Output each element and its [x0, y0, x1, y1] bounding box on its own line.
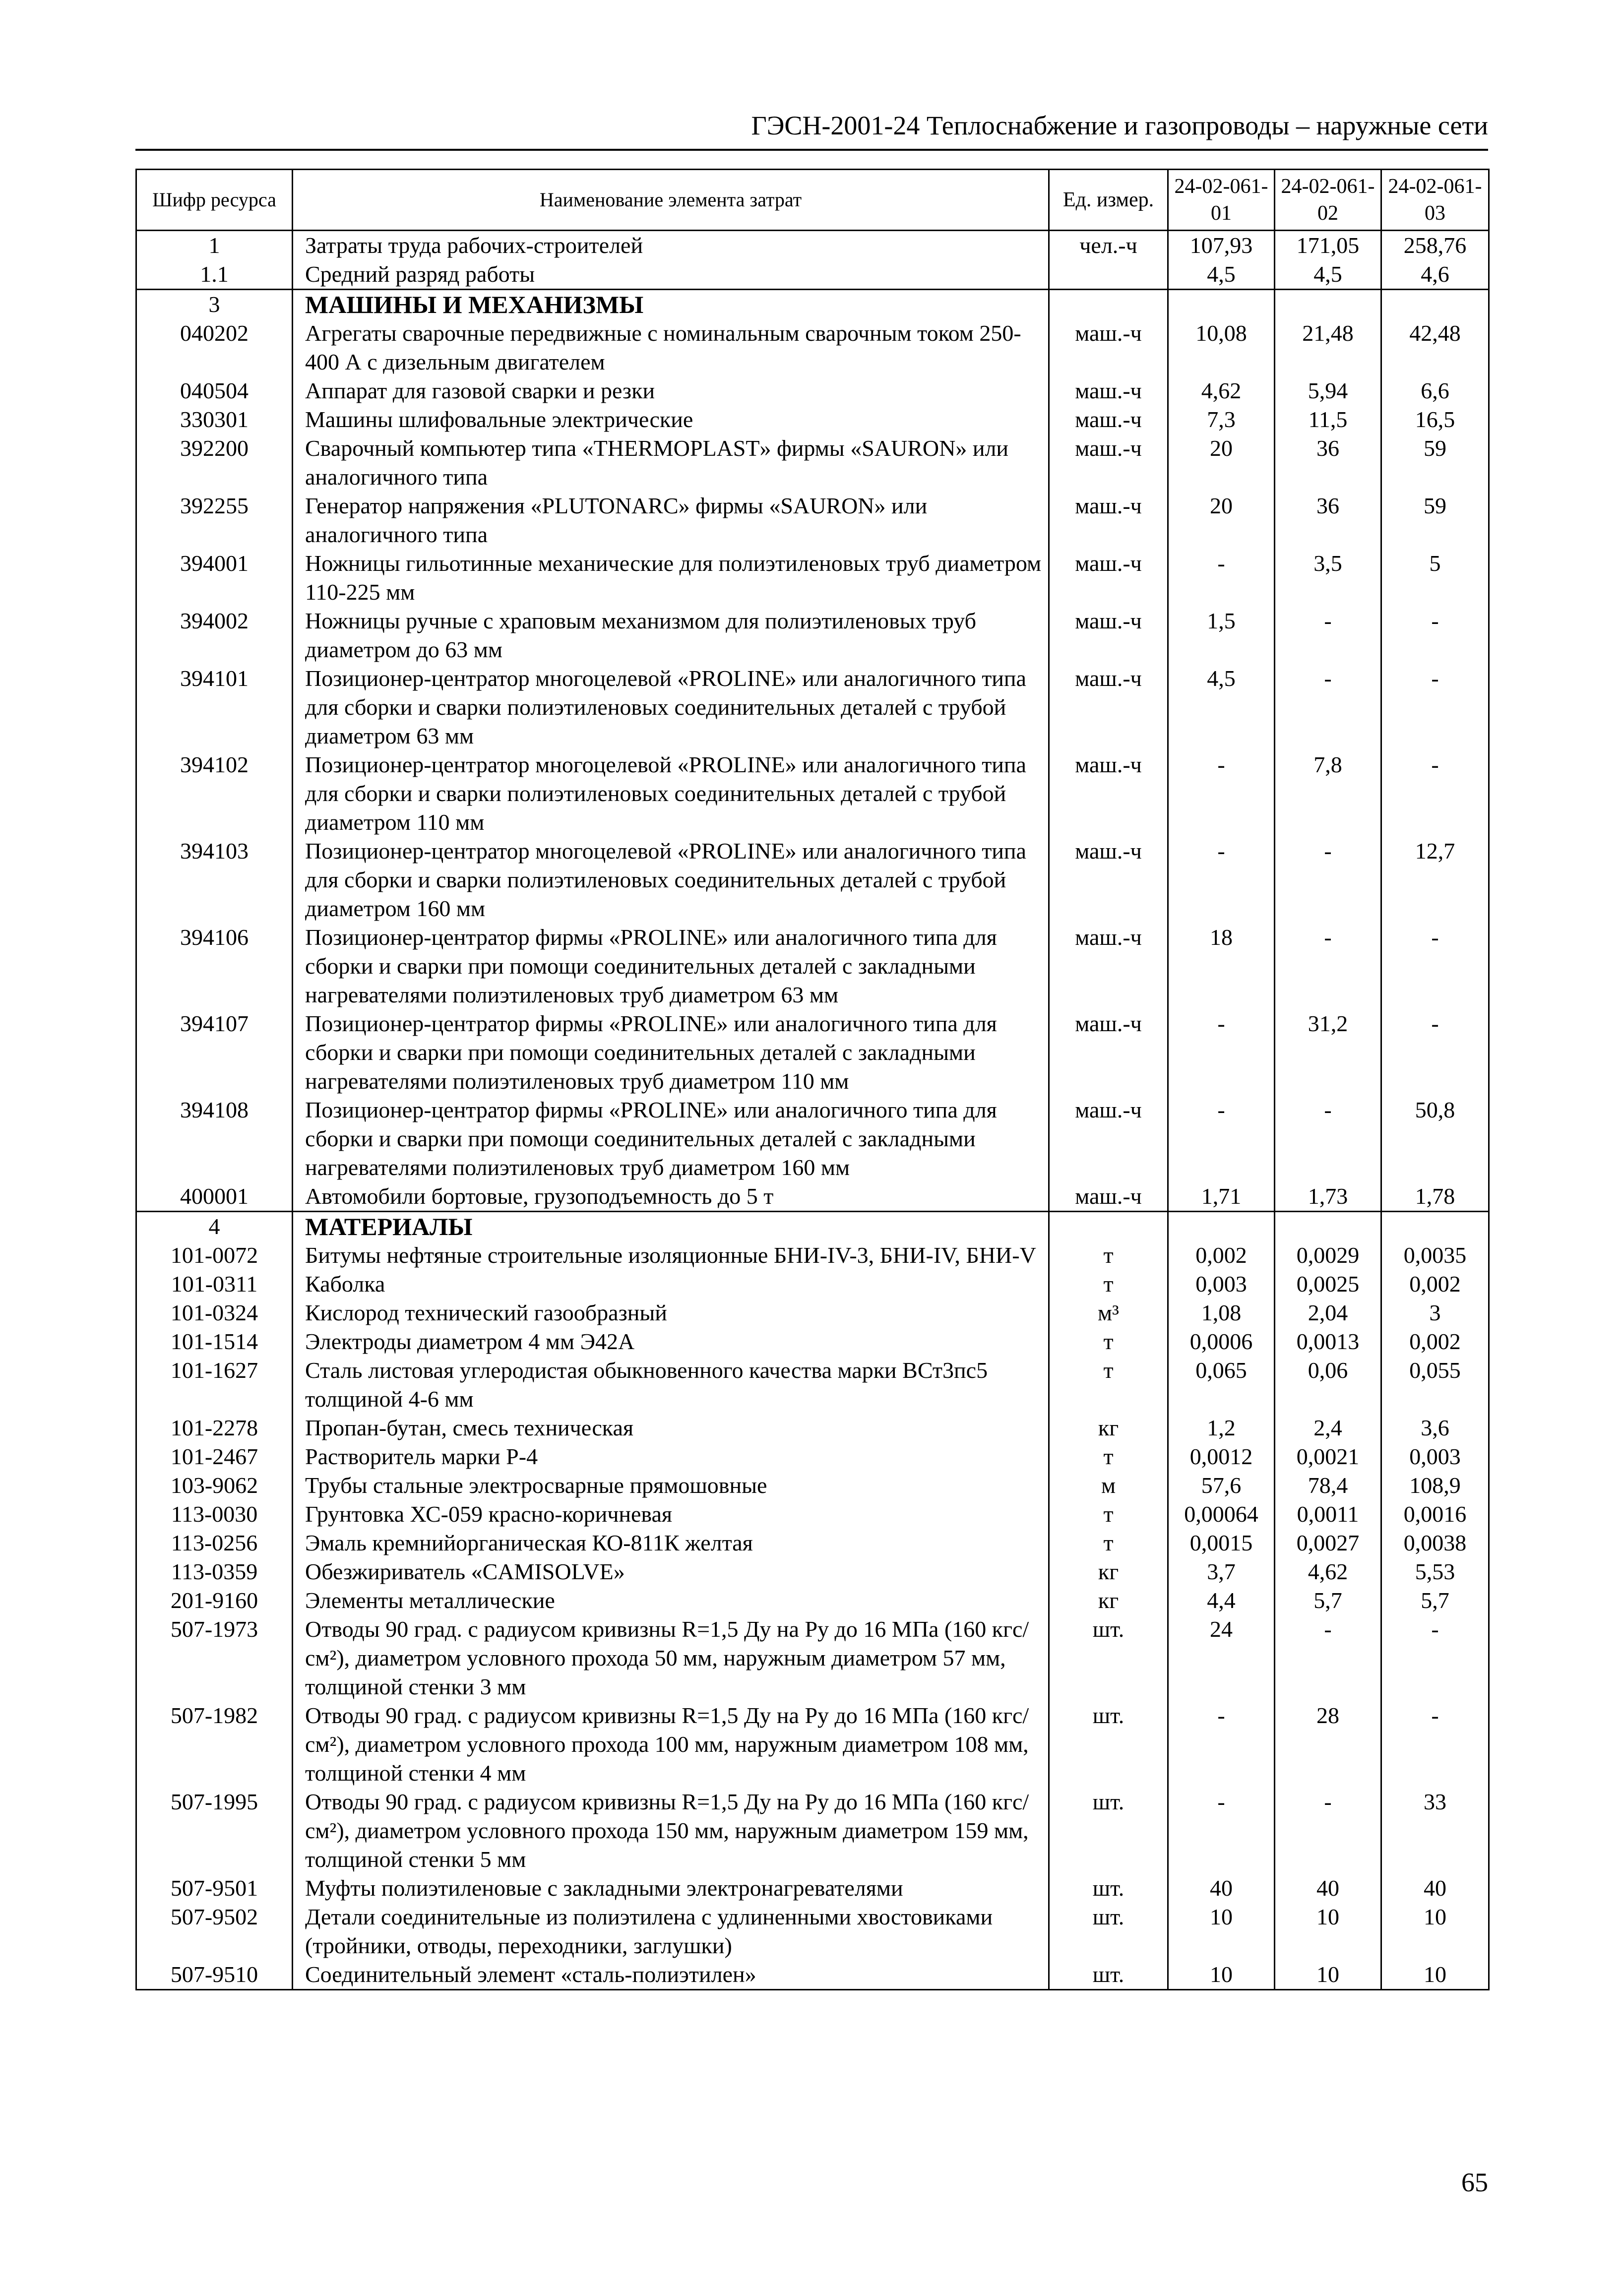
cell-v2: 10: [1275, 1960, 1381, 1990]
cell-v1: 0,0015: [1168, 1529, 1275, 1557]
cell-code: 101-2467: [136, 1442, 293, 1471]
cell-name: Кислород технический газообразный: [293, 1299, 1049, 1327]
cell-unit: шт.: [1049, 1874, 1168, 1903]
cell-v3: 0,003: [1381, 1442, 1489, 1471]
cell-code: 101-1627: [136, 1356, 293, 1414]
cell-v1: [1168, 1212, 1275, 1241]
table-row: [136, 1270, 1489, 1299]
table-row: [136, 492, 1489, 549]
cell-v2: 0,0025: [1275, 1270, 1381, 1299]
cell-code: 507-9510: [136, 1960, 293, 1990]
cell-name: Позиционер-центратор фирмы «PROLINE» или аналогичного типа для сборки и сварки при помощи соединительных деталей с закладными нагревателями полиэтиленовых труб диаметром 160 мм: [293, 1096, 1049, 1182]
table-row: [136, 405, 1489, 434]
cell-v1: 10: [1168, 1903, 1275, 1960]
cell-v1: 0,0006: [1168, 1327, 1275, 1356]
cell-name: Отводы 90 град. с радиусом кривизны R=1,5 Ду на Ру до 16 МПа (160 кгс/см²), диаметром условного прохода 150 мм, наружным диаметром 159 мм, толщиной стенки 5 мм: [293, 1788, 1049, 1874]
cell-unit: маш.-ч: [1049, 1182, 1168, 1212]
table-row: [136, 290, 1489, 319]
cell-v2: 3,5: [1275, 549, 1381, 607]
cell-unit: т: [1049, 1327, 1168, 1356]
resource-table: [135, 169, 1490, 1990]
column-header-code: Шифр ресурса: [136, 170, 293, 231]
cell-unit: маш.-ч: [1049, 549, 1168, 607]
cell-v3: 12,7: [1381, 837, 1489, 923]
cell-name: МАШИНЫ И МЕХАНИЗМЫ: [293, 290, 1049, 319]
cell-v2: -: [1275, 837, 1381, 923]
cell-v2: 21,48: [1275, 319, 1381, 376]
cell-name: Ножницы ручные с храповым механизмом для полиэтиленовых труб диаметром до 63 мм: [293, 607, 1049, 664]
cell-code: 040202: [136, 319, 293, 376]
cell-v1: 0,065: [1168, 1356, 1275, 1414]
cell-code: 201-9160: [136, 1586, 293, 1615]
cell-name: Элементы металлические: [293, 1586, 1049, 1615]
cell-v1: 4,5: [1168, 664, 1275, 750]
table-row: [136, 1529, 1489, 1557]
cell-name: Муфты полиэтиленовые с закладными электронагревателями: [293, 1874, 1049, 1903]
cell-v1: [1168, 290, 1275, 319]
table-row: [136, 1182, 1489, 1212]
cell-code: 507-1995: [136, 1788, 293, 1874]
table-body: [136, 231, 1489, 1990]
cell-unit: [1049, 260, 1168, 290]
cell-unit: маш.-ч: [1049, 405, 1168, 434]
cell-code: 113-0359: [136, 1557, 293, 1586]
cell-unit: маш.-ч: [1049, 492, 1168, 549]
cell-name: Битумы нефтяные строительные изоляционные БНИ-IV-3, БНИ-IV, БНИ-V: [293, 1241, 1049, 1270]
cell-v2: -: [1275, 923, 1381, 1009]
cell-v1: 107,93: [1168, 231, 1275, 260]
cell-unit: т: [1049, 1442, 1168, 1471]
cell-unit: [1049, 1212, 1168, 1241]
cell-v1: 0,002: [1168, 1241, 1275, 1270]
cell-v1: 0,0012: [1168, 1442, 1275, 1471]
cell-code: 392255: [136, 492, 293, 549]
cell-v2: 0,0021: [1275, 1442, 1381, 1471]
cell-v2: -: [1275, 1788, 1381, 1874]
cell-code: 4: [136, 1212, 293, 1241]
cell-v1: 4,4: [1168, 1586, 1275, 1615]
cell-v3: 0,055: [1381, 1356, 1489, 1414]
table-row: [136, 319, 1489, 376]
table-row: [136, 1471, 1489, 1500]
cell-v1: 1,5: [1168, 607, 1275, 664]
cell-code: 3: [136, 290, 293, 319]
cell-v3: 59: [1381, 434, 1489, 492]
table-row: [136, 1212, 1489, 1241]
cell-name: Отводы 90 град. с радиусом кривизны R=1,5 Ду на Ру до 16 МПа (160 кгс/см²), диаметром условного прохода 50 мм, наружным диаметром 57 мм, толщиной стенки 3 мм: [293, 1615, 1049, 1701]
cell-v2: 0,06: [1275, 1356, 1381, 1414]
cell-code: 394001: [136, 549, 293, 607]
cell-code: 400001: [136, 1182, 293, 1212]
cell-v2: [1275, 290, 1381, 319]
cell-v2: -: [1275, 607, 1381, 664]
cell-unit: чел.-ч: [1049, 231, 1168, 260]
cell-code: 330301: [136, 405, 293, 434]
cell-v3: 1,78: [1381, 1182, 1489, 1212]
cell-code: 101-1514: [136, 1327, 293, 1356]
cell-name: Сварочный компьютер типа «THERMOPLAST» фирмы «SAURON» или аналогичного типа: [293, 434, 1049, 492]
cell-unit: шт.: [1049, 1960, 1168, 1990]
cell-unit: маш.-ч: [1049, 923, 1168, 1009]
cell-code: 394106: [136, 923, 293, 1009]
cell-v3: -: [1381, 1009, 1489, 1096]
cell-code: 507-9501: [136, 1874, 293, 1903]
cell-unit: т: [1049, 1529, 1168, 1557]
table-row: [136, 1241, 1489, 1270]
cell-v2: -: [1275, 664, 1381, 750]
cell-name: Автомобили бортовые, грузоподъемность до 5 т: [293, 1182, 1049, 1212]
cell-unit: шт.: [1049, 1788, 1168, 1874]
cell-unit: т: [1049, 1500, 1168, 1529]
cell-name: Электроды диаметром 4 мм Э42А: [293, 1327, 1049, 1356]
cell-code: 1: [136, 231, 293, 260]
cell-unit: маш.-ч: [1049, 607, 1168, 664]
cell-v3: 33: [1381, 1788, 1489, 1874]
cell-code: 101-0072: [136, 1241, 293, 1270]
table-row: [136, 1442, 1489, 1471]
cell-code: 394107: [136, 1009, 293, 1096]
cell-v3: 0,002: [1381, 1327, 1489, 1356]
cell-v1: 18: [1168, 923, 1275, 1009]
cell-unit: маш.-ч: [1049, 837, 1168, 923]
cell-code: 1.1: [136, 260, 293, 290]
cell-unit: кг: [1049, 1414, 1168, 1442]
cell-unit: маш.-ч: [1049, 434, 1168, 492]
column-header-v2: 24-02-061-02: [1275, 170, 1381, 231]
cell-unit: м³: [1049, 1299, 1168, 1327]
table-row: [136, 923, 1489, 1009]
cell-v1: 1,71: [1168, 1182, 1275, 1212]
cell-code: 394108: [136, 1096, 293, 1182]
cell-v3: 42,48: [1381, 319, 1489, 376]
cell-v1: 4,62: [1168, 376, 1275, 405]
cell-unit: т: [1049, 1270, 1168, 1299]
table-row: [136, 1615, 1489, 1701]
cell-name: Аппарат для газовой сварки и резки: [293, 376, 1049, 405]
cell-v3: 3: [1381, 1299, 1489, 1327]
table-row: [136, 1788, 1489, 1874]
cell-v1: 1,2: [1168, 1414, 1275, 1442]
table-header-row: [136, 170, 1489, 231]
table-row: [136, 1356, 1489, 1414]
cell-v3: 59: [1381, 492, 1489, 549]
cell-code: 507-1973: [136, 1615, 293, 1701]
cell-unit: шт.: [1049, 1903, 1168, 1960]
cell-v3: 0,002: [1381, 1270, 1489, 1299]
cell-v2: 40: [1275, 1874, 1381, 1903]
cell-name: Позиционер-центратор многоцелевой «PROLINE» или аналогичного типа для сборки и сварки полиэтиленовых соединительных деталей с трубой диаметром 63 мм: [293, 664, 1049, 750]
cell-code: 394103: [136, 837, 293, 923]
cell-name: Эмаль кремнийорганическая КО-811К желтая: [293, 1529, 1049, 1557]
cell-v1: -: [1168, 1009, 1275, 1096]
cell-v1: 3,7: [1168, 1557, 1275, 1586]
cell-v1: 10: [1168, 1960, 1275, 1990]
cell-unit: т: [1049, 1356, 1168, 1414]
cell-v2: 31,2: [1275, 1009, 1381, 1096]
cell-v3: -: [1381, 1701, 1489, 1788]
cell-name: Пропан-бутан, смесь техническая: [293, 1414, 1049, 1442]
cell-name: Позиционер-центратор многоцелевой «PROLINE» или аналогичного типа для сборки и сварки полиэтиленовых соединительных деталей с трубой диаметром 160 мм: [293, 837, 1049, 923]
cell-code: 394102: [136, 750, 293, 837]
cell-v2: 28: [1275, 1701, 1381, 1788]
cell-unit: [1049, 290, 1168, 319]
cell-code: 507-9502: [136, 1903, 293, 1960]
cell-v3: 5,7: [1381, 1586, 1489, 1615]
cell-unit: шт.: [1049, 1701, 1168, 1788]
cell-v3: 0,0016: [1381, 1500, 1489, 1529]
column-header-name: Наименование элемента затрат: [293, 170, 1049, 231]
cell-v2: 11,5: [1275, 405, 1381, 434]
cell-name: Растворитель марки Р-4: [293, 1442, 1049, 1471]
cell-v1: -: [1168, 750, 1275, 837]
cell-v2: [1275, 1212, 1381, 1241]
cell-v3: 258,76: [1381, 231, 1489, 260]
cell-v1: -: [1168, 1096, 1275, 1182]
cell-name: Грунтовка ХС-059 красно-коричневая: [293, 1500, 1049, 1529]
cell-v3: 50,8: [1381, 1096, 1489, 1182]
column-header-v1: 24-02-061-01: [1168, 170, 1275, 231]
table-row: [136, 1299, 1489, 1327]
column-header-unit: Ед. измер.: [1049, 170, 1168, 231]
page-number: 65: [1461, 2167, 1488, 2197]
cell-v3: 10: [1381, 1960, 1489, 1990]
cell-unit: маш.-ч: [1049, 664, 1168, 750]
cell-v1: 57,6: [1168, 1471, 1275, 1500]
cell-code: 101-0311: [136, 1270, 293, 1299]
cell-name: Машины шлифовальные электрические: [293, 405, 1049, 434]
cell-v3: -: [1381, 923, 1489, 1009]
cell-unit: шт.: [1049, 1615, 1168, 1701]
cell-code: 101-0324: [136, 1299, 293, 1327]
cell-v2: 5,94: [1275, 376, 1381, 405]
cell-v1: 20: [1168, 434, 1275, 492]
cell-name: Отводы 90 град. с радиусом кривизны R=1,5 Ду на Ру до 16 МПа (160 кгс/см²), диаметром условного прохода 100 мм, наружным диаметром 108 мм, толщиной стенки 4 мм: [293, 1701, 1049, 1788]
column-header-v3: 24-02-061-03: [1381, 170, 1489, 231]
cell-v2: 0,0029: [1275, 1241, 1381, 1270]
cell-v3: 0,0038: [1381, 1529, 1489, 1557]
cell-v1: 1,08: [1168, 1299, 1275, 1327]
cell-v3: 0,0035: [1381, 1241, 1489, 1270]
cell-v3: [1381, 290, 1489, 319]
table-row: [136, 1557, 1489, 1586]
cell-name: Позиционер-центратор фирмы «PROLINE» или аналогичного типа для сборки и сварки при помощи соединительных деталей с закладными нагревателями полиэтиленовых труб диаметром 63 мм: [293, 923, 1049, 1009]
cell-v1: -: [1168, 837, 1275, 923]
table-row: [136, 607, 1489, 664]
cell-code: 394101: [136, 664, 293, 750]
cell-unit: м: [1049, 1471, 1168, 1500]
cell-code: 113-0256: [136, 1529, 293, 1557]
cell-v1: 40: [1168, 1874, 1275, 1903]
cell-v2: 10: [1275, 1903, 1381, 1960]
cell-v3: 3,6: [1381, 1414, 1489, 1442]
cell-name: Каболка: [293, 1270, 1049, 1299]
cell-code: 507-1982: [136, 1701, 293, 1788]
cell-v3: 10: [1381, 1903, 1489, 1960]
cell-name: Позиционер-центратор фирмы «PROLINE» или аналогичного типа для сборки и сварки при помощи соединительных деталей с закладными нагревателями полиэтиленовых труб диаметром 110 мм: [293, 1009, 1049, 1096]
cell-v2: 171,05: [1275, 231, 1381, 260]
cell-v2: 7,8: [1275, 750, 1381, 837]
cell-unit: кг: [1049, 1586, 1168, 1615]
cell-name: Позиционер-центратор многоцелевой «PROLINE» или аналогичного типа для сборки и сварки полиэтиленовых соединительных деталей с трубой диаметром 110 мм: [293, 750, 1049, 837]
cell-v1: 24: [1168, 1615, 1275, 1701]
table-row: [136, 231, 1489, 260]
cell-name: Генератор напряжения «PLUTONARC» фирмы «SAURON» или аналогичного типа: [293, 492, 1049, 549]
cell-v3: -: [1381, 607, 1489, 664]
cell-v3: 5: [1381, 549, 1489, 607]
cell-v2: -: [1275, 1096, 1381, 1182]
cell-v1: -: [1168, 1788, 1275, 1874]
cell-unit: маш.-ч: [1049, 376, 1168, 405]
table-row: [136, 664, 1489, 750]
table-row: [136, 1414, 1489, 1442]
table-row: [136, 1327, 1489, 1356]
table-row: [136, 1586, 1489, 1615]
cell-v2: 0,0013: [1275, 1327, 1381, 1356]
cell-name: Затраты труда рабочих-строителей: [293, 231, 1049, 260]
cell-unit: маш.-ч: [1049, 1096, 1168, 1182]
table-row: [136, 1096, 1489, 1182]
table-row: [136, 1960, 1489, 1990]
cell-v1: -: [1168, 1701, 1275, 1788]
cell-unit: маш.-ч: [1049, 750, 1168, 837]
cell-name: Соединительный элемент «сталь-полиэтилен»: [293, 1960, 1049, 1990]
table-row: [136, 1701, 1489, 1788]
table-row: [136, 1500, 1489, 1529]
cell-v1: 0,003: [1168, 1270, 1275, 1299]
cell-v1: 4,5: [1168, 260, 1275, 290]
table-row: [136, 549, 1489, 607]
cell-code: 101-2278: [136, 1414, 293, 1442]
cell-v3: 4,6: [1381, 260, 1489, 290]
cell-v2: 5,7: [1275, 1586, 1381, 1615]
cell-v2: -: [1275, 1615, 1381, 1701]
cell-name: Сталь листовая углеродистая обыкновенного качества марки ВСт3пс5 толщиной 4-6 мм: [293, 1356, 1049, 1414]
cell-v3: -: [1381, 750, 1489, 837]
cell-name: Трубы стальные электросварные прямошовные: [293, 1471, 1049, 1500]
cell-unit: кг: [1049, 1557, 1168, 1586]
cell-v2: 2,04: [1275, 1299, 1381, 1327]
running-title: ГЭСН-2001-24 Теплоснабжение и газопроводы – наружные сети: [135, 110, 1488, 151]
cell-unit: маш.-ч: [1049, 319, 1168, 376]
cell-v2: 0,0027: [1275, 1529, 1381, 1557]
cell-v2: 4,5: [1275, 260, 1381, 290]
cell-v2: 36: [1275, 434, 1381, 492]
cell-v2: 0,0011: [1275, 1500, 1381, 1529]
cell-code: 103-9062: [136, 1471, 293, 1500]
cell-v2: 1,73: [1275, 1182, 1381, 1212]
cell-code: 040504: [136, 376, 293, 405]
cell-v1: 0,00064: [1168, 1500, 1275, 1529]
cell-name: Средний разряд работы: [293, 260, 1049, 290]
table-row: [136, 750, 1489, 837]
cell-code: 394002: [136, 607, 293, 664]
cell-name: Ножницы гильотинные механические для полиэтиленовых труб диаметром 110-225 мм: [293, 549, 1049, 607]
cell-name: Обезжириватель «CAMISOLVE»: [293, 1557, 1049, 1586]
cell-v3: [1381, 1212, 1489, 1241]
table-row: [136, 837, 1489, 923]
cell-name: Агрегаты сварочные передвижные с номинальным сварочным током 250-400 А с дизельным двигателем: [293, 319, 1049, 376]
cell-v3: 108,9: [1381, 1471, 1489, 1500]
cell-v3: -: [1381, 664, 1489, 750]
cell-v3: 5,53: [1381, 1557, 1489, 1586]
table-row: [136, 1903, 1489, 1960]
cell-v2: 4,62: [1275, 1557, 1381, 1586]
table-row: [136, 376, 1489, 405]
cell-code: 392200: [136, 434, 293, 492]
table-row: [136, 260, 1489, 290]
table-row: [136, 1009, 1489, 1096]
cell-v3: 16,5: [1381, 405, 1489, 434]
cell-v3: 40: [1381, 1874, 1489, 1903]
cell-name: МАТЕРИАЛЫ: [293, 1212, 1049, 1241]
table-row: [136, 434, 1489, 492]
cell-v3: -: [1381, 1615, 1489, 1701]
cell-unit: т: [1049, 1241, 1168, 1270]
cell-v1: -: [1168, 549, 1275, 607]
cell-name: Детали соединительные из полиэтилена с удлиненными хвостовиками (тройники, отводы, переходники, заглушки): [293, 1903, 1049, 1960]
cell-v1: 7,3: [1168, 405, 1275, 434]
cell-code: 113-0030: [136, 1500, 293, 1529]
cell-unit: маш.-ч: [1049, 1009, 1168, 1096]
cell-v1: 20: [1168, 492, 1275, 549]
cell-v3: 6,6: [1381, 376, 1489, 405]
cell-v2: 36: [1275, 492, 1381, 549]
cell-v1: 10,08: [1168, 319, 1275, 376]
cell-v2: 2,4: [1275, 1414, 1381, 1442]
cell-v2: 78,4: [1275, 1471, 1381, 1500]
table-row: [136, 1874, 1489, 1903]
